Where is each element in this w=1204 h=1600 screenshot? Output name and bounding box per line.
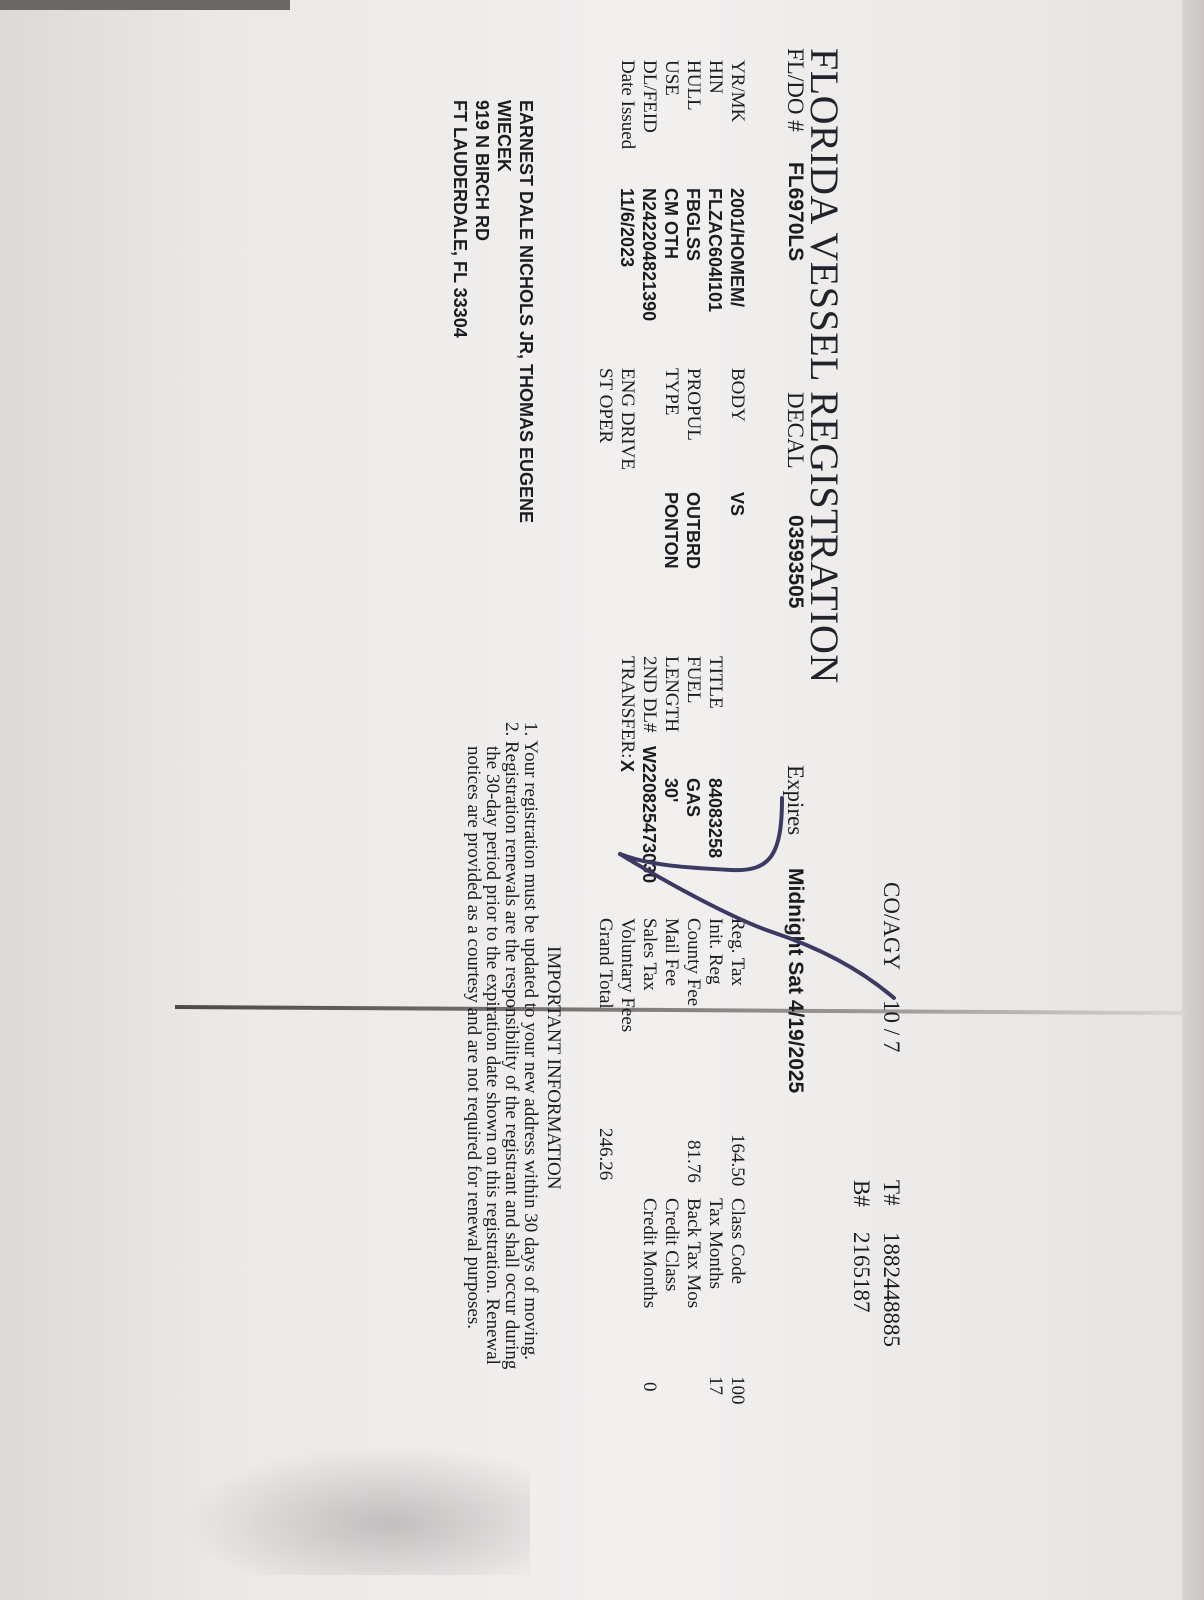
important-item-2-line3: notices are provided as a courtesy and are not required for renewal purposes.	[463, 746, 484, 1329]
pen-check-mark	[612, 792, 932, 1022]
date-issued-label: Date Issued	[617, 60, 638, 150]
yrmk-value: 2001/HOMEM/	[727, 188, 747, 308]
b-number-label: B#	[849, 1180, 874, 1207]
hin-label: HIN	[705, 60, 726, 94]
grand-total-value: 246.26	[595, 1128, 616, 1181]
fldo-label: FL/DO #	[783, 48, 808, 132]
transfer-value: X	[617, 760, 637, 773]
st-oper-label: ST OPER	[595, 368, 616, 444]
fuel-label: FUEL	[683, 656, 704, 704]
document-title: FLORIDA VESSEL REGISTRATION	[802, 48, 847, 684]
hin-value: FLZAC604I101	[705, 188, 725, 313]
transfer-label: TRANSFER:	[617, 656, 638, 759]
yrmk-label: YR/MK	[727, 60, 748, 123]
length-value: 30'	[661, 778, 681, 803]
class-code-label: Class Code	[727, 1198, 748, 1285]
decal-value: 03593505	[784, 515, 807, 609]
hull-label: HULL	[683, 60, 704, 111]
type-value: PONTON	[661, 492, 681, 569]
date-issued-value: 11/6/2023	[617, 188, 637, 268]
sales-tax-label: Sales Tax	[639, 918, 660, 991]
important-item-1: 1. Your registration must be updated to your new address within 30 days of moving.	[520, 722, 541, 1361]
second-dl-label: 2ND DL#	[639, 656, 660, 733]
title-value: 84083258	[705, 778, 725, 859]
eng-drive-label: ENG DRIVE	[617, 368, 638, 470]
county-fee-value: 81.76	[683, 1140, 704, 1183]
owner-address-line2: FT LAUDERDALE, FL 33304	[450, 100, 470, 338]
owner-name-line1: EARNEST DALE NICHOLS JR, THOMAS EUGENE	[516, 100, 536, 524]
dlfeid-label: DL/FEID	[639, 60, 660, 133]
fldo-value: FL6970LS	[784, 162, 807, 262]
tax-months-value: 17	[705, 1376, 726, 1395]
tax-months-label: Tax Months	[705, 1198, 726, 1290]
body-value: VS	[727, 492, 747, 517]
t-number-value: 1882448885	[879, 1232, 904, 1347]
init-reg-label: Init. Reg	[705, 918, 726, 985]
owner-name-line2: WIECEK	[494, 100, 514, 172]
credit-months-label: Credit Months	[639, 1198, 660, 1309]
co-agy-value: 10 / 7	[879, 1000, 904, 1053]
propul-value: OUTBRD	[683, 492, 703, 569]
propul-label: PROPUL	[683, 368, 704, 441]
dlfeid-value: N242204821390	[639, 188, 659, 322]
second-dl-value: W220825473030	[639, 746, 659, 884]
credit-months-value: 0	[639, 1382, 660, 1392]
co-agy-label: CO/AGY	[879, 882, 904, 971]
t-number-label: T#	[879, 1180, 904, 1206]
expires-label: Expires	[783, 765, 808, 836]
hull-value: FBGLSS	[683, 188, 703, 262]
use-value: CM OTH	[661, 188, 681, 259]
body-label: BODY	[727, 368, 748, 422]
expires-value: Midnight Sat 4/19/2025	[784, 868, 807, 1094]
use-label: USE	[661, 60, 682, 96]
title-label: TITLE	[705, 656, 726, 709]
important-item-2-line2: the 30-day period prior to the expiration date shown on this registration. Renewal	[482, 746, 503, 1365]
important-item-2-line1: 2. Registration renewals are the responsibility of the registrant and shall occur during	[501, 722, 522, 1370]
type-label: TYPE	[661, 368, 682, 416]
owner-address-line1: 919 N BIRCH RD	[472, 100, 492, 242]
mail-fee-label: Mail Fee	[661, 918, 682, 987]
length-label: LENGTH	[661, 656, 682, 732]
important-heading: IMPORTANT INFORMATION	[543, 946, 564, 1190]
grand-total-label: Grand Total	[595, 918, 616, 1009]
fuel-value: GAS	[683, 778, 703, 818]
county-fee-label: County Fee	[683, 918, 704, 1007]
b-number-value: 2165187	[849, 1232, 874, 1313]
class-code-value: 100	[727, 1376, 748, 1405]
decal-label: DECAL	[783, 392, 808, 469]
voluntary-fees-label: Voluntary Fees	[617, 918, 638, 1033]
reg-tax-value: 164.50	[727, 1134, 748, 1187]
back-tax-mos-label: Back Tax Mos	[683, 1198, 704, 1309]
credit-class-label: Credit Class	[661, 1198, 682, 1292]
reg-tax-label: Reg. Tax	[727, 918, 748, 986]
